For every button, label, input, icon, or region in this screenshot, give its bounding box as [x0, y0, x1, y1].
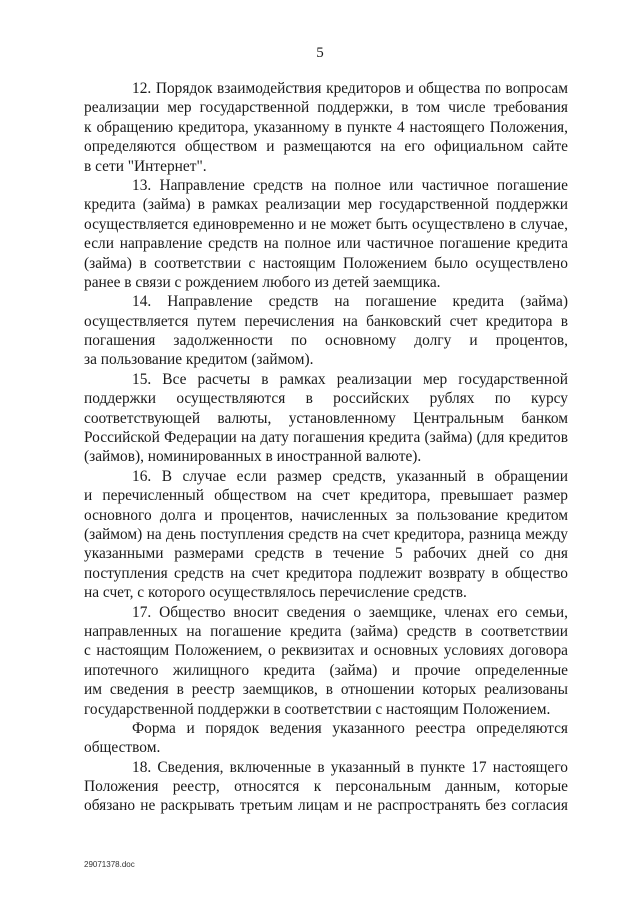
document-body	[84, 79, 568, 816]
text-line: направленных на погашение кредита (займа) средств в соответствии	[84, 622, 568, 640]
paragraph-15	[84, 370, 568, 467]
paragraph-17	[84, 603, 568, 719]
paragraph-16	[84, 467, 568, 603]
text-line: государственной поддержки в соответствии с настоящим Положением.	[84, 700, 551, 718]
text-line: ипотечного жилищного кредита (займа) и прочие определенные	[84, 661, 568, 679]
text-line: 18. Сведения, включенные в указанный в пункте 17 настоящего	[132, 758, 568, 776]
text-line: Форма и порядок ведения указанного реестра определяются	[132, 719, 568, 737]
text-line: 16. В случае если размер средств, указанный в обращении	[132, 467, 568, 485]
text-line: к обращению кредитора, указанному в пункте 4 настоящего Положения,	[84, 118, 568, 136]
text-line: на счет, с которого осуществлялось перечисление средств.	[84, 584, 467, 602]
paragraph-12	[84, 79, 568, 176]
text-line: реализации мер государственной поддержки, в том числе требования	[84, 99, 568, 117]
text-line: (займом) на день поступления средств на счет кредитора, разница между	[84, 525, 568, 543]
page-number: 5	[316, 45, 324, 61]
text-line: осуществляется путем перечисления на банковский счет кредитора в	[84, 312, 568, 330]
text-line: ранее в связи с рождением любого из детей заемщика.	[84, 273, 441, 291]
text-line: 13. Направление средств на полное или частичное погашение	[132, 176, 568, 194]
text-line: им сведения в реестр заемщиков, в отношении которых реализованы	[84, 681, 568, 699]
text-line: соответствующей валюты, установленному Центральным банком	[84, 409, 568, 427]
text-line: если направление средств на полное или частичное погашение кредита	[84, 235, 568, 253]
text-line: 12. Порядок взаимодействия кредиторов и общества по вопросам	[132, 80, 568, 97]
text-line: в сети "Интернет".	[84, 157, 207, 175]
text-line: 17. Общество вносит сведения о заемщике, членах его семьи,	[132, 603, 568, 621]
paragraph-14	[84, 292, 568, 370]
paragraph-registry	[84, 719, 568, 758]
text-line: обязано не раскрывать третьим лицам и не распространять без согласия	[84, 797, 568, 815]
footer-file-code: 29071378.doc	[84, 860, 135, 869]
text-line: 15. Все расчеты в рамках реализации мер государственной	[132, 370, 568, 388]
text-line: Положения реестр, относятся к персональным данным, которые	[84, 778, 568, 796]
text-line: осуществляется единовременно и не может быть осуществлено в случае,	[84, 215, 568, 233]
text-line: (займа) в соответствии с настоящим Положением было осуществлено	[84, 254, 568, 272]
paragraph-18	[84, 758, 568, 816]
text-line: обществом.	[84, 739, 161, 757]
text-line: поступления средств на счет кредитора подлежит возврату в общество	[84, 564, 568, 582]
text-line: поддержки осуществляются в российских рублях по курсу	[84, 390, 568, 408]
text-line: кредита (займа) в рамках реализации мер государственной поддержки	[84, 196, 568, 214]
paragraph-13	[84, 176, 568, 292]
text-line: с настоящим Положением, о реквизитах и основных условиях договора	[84, 642, 568, 660]
text-line: основного долга и процентов, начисленных за пользование кредитом	[84, 506, 568, 524]
text-line: и перечисленный обществом на счет кредитора, превышает размер	[84, 487, 568, 505]
text-line: определяются обществом и размещаются на его официальном сайте	[84, 138, 568, 156]
text-line: указанными размерами средств в течение 5 рабочих дней со дня	[84, 545, 568, 563]
text-line: Российской Федерации на дату погашения кредита (займа) (для кредитов	[84, 429, 568, 447]
text-line: погашения задолженности по основному долгу и процентов,	[84, 332, 568, 350]
text-line: 14. Направление средств на погашение кредита (займа)	[132, 293, 568, 311]
text-line: (займов), номинированных в иностранной валюте).	[84, 448, 422, 466]
text-line: за пользование кредитом (займом).	[84, 351, 314, 369]
